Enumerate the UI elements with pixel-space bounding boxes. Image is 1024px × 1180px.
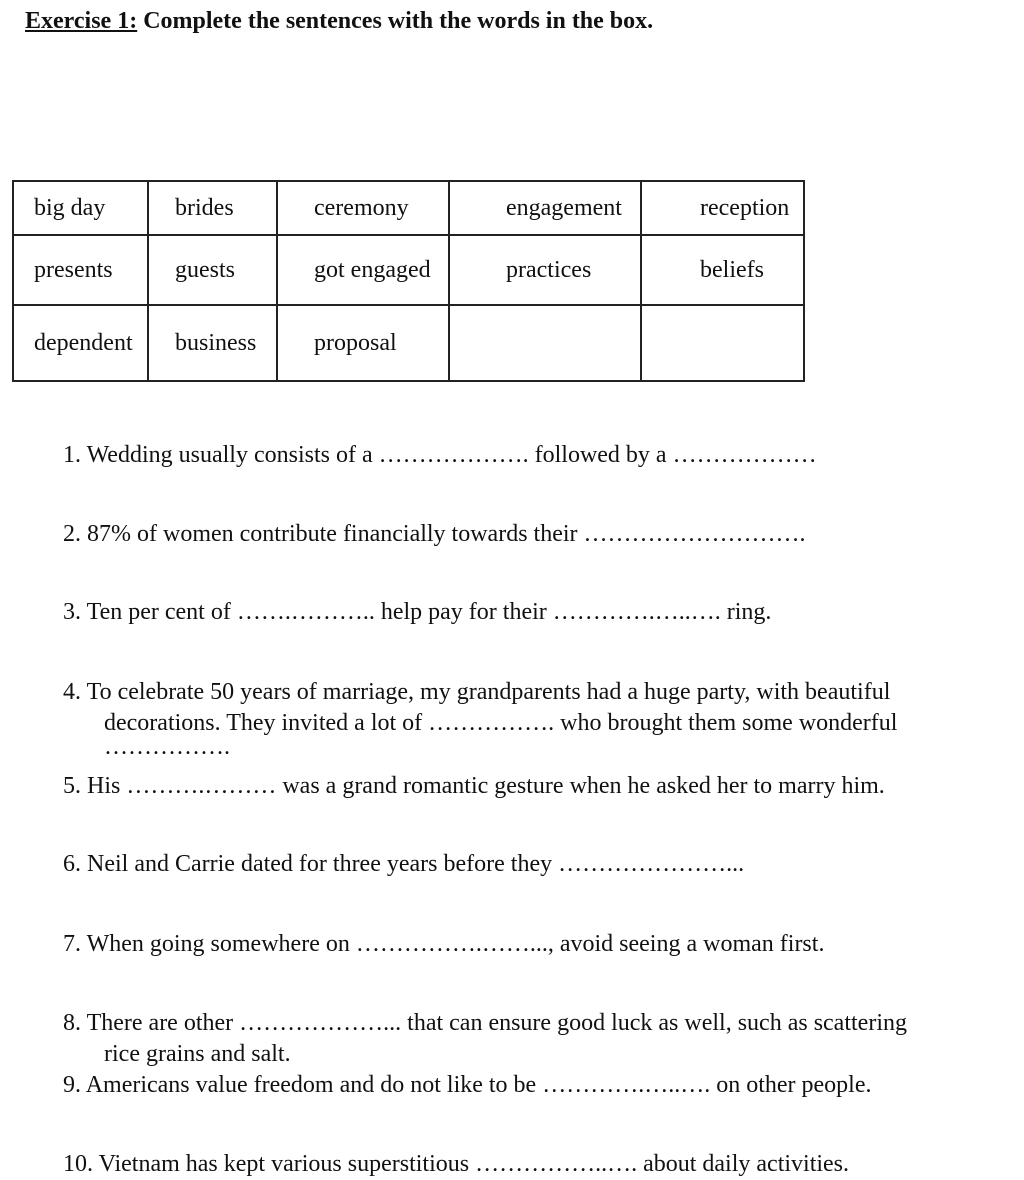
word-box-cell: practices [449, 235, 641, 305]
question-text: Wedding usually consists of a ………………. followed by a ……………… [86, 442, 817, 468]
word-box-cell: proposal [277, 305, 449, 381]
word-box-cell: ceremony [277, 181, 449, 235]
word-box-row [13, 235, 804, 305]
question-text: Neil and Carrie dated for three years before they …………………... [87, 851, 745, 877]
word-box-cell: beliefs [641, 235, 804, 305]
question-number: 8. [63, 1010, 81, 1036]
word-box-cell: brides [148, 181, 277, 235]
word-box-cell: guests [148, 235, 277, 305]
question-number: 9. [63, 1072, 81, 1098]
exercise-label: Exercise 1: [25, 8, 138, 34]
question-5 [63, 771, 885, 802]
word-box-row [13, 305, 804, 381]
question-text: When going somewhere on …………….……..., avoid seeing a woman first. [86, 931, 825, 957]
question-10 [63, 1149, 849, 1180]
question-3 [63, 597, 771, 628]
question-number: 4. [63, 679, 81, 705]
exercise-instruction: Complete the sentences with the words in the box. [137, 8, 654, 34]
question-number: 6. [63, 851, 81, 877]
exercise-title [25, 8, 653, 35]
question-number: 3. [63, 599, 81, 625]
word-box-row [13, 181, 804, 235]
question-number: 10. [63, 1151, 93, 1177]
question-number: 1. [63, 442, 81, 468]
question-8 [63, 1008, 907, 1070]
question-number: 2. [63, 521, 81, 547]
word-box-cell: presents [13, 235, 148, 305]
word-box-cell-empty [449, 305, 641, 381]
question-2 [63, 519, 806, 550]
question-text: 87% of women contribute financially towards their ………………………. [87, 521, 806, 547]
question-text-continued: rice grains and salt. [104, 1041, 291, 1067]
question-text-continued: decorations. They invited a lot of ……………. who brought them some wonderful [104, 710, 898, 736]
question-text: To celebrate 50 years of marriage, my grandparents had a huge party, with beautiful [86, 679, 891, 705]
question-text: Americans value freedom and do not like to be ………….…..…. on other people. [85, 1072, 872, 1098]
question-number: 5. [63, 773, 81, 799]
question-number: 7. [63, 931, 81, 957]
question-text-continued: ……………. [104, 734, 230, 760]
question-1 [63, 440, 817, 471]
word-box-cell: dependent [13, 305, 148, 381]
word-box-cell: got engaged [277, 235, 449, 305]
word-box-cell: business [148, 305, 277, 381]
word-box-table [12, 180, 805, 382]
question-7 [63, 929, 824, 960]
question-text: His ……….……… was a grand romantic gesture when he asked her to marry him. [87, 773, 885, 799]
word-box-cell-empty [641, 305, 804, 381]
word-box-cell: reception [641, 181, 804, 235]
question-9 [63, 1070, 872, 1101]
question-4 [63, 677, 898, 760]
question-text: There are other ………………... that can ensure good luck as well, such as scattering [86, 1010, 907, 1036]
word-box-cell: big day [13, 181, 148, 235]
word-box-cell: engagement [449, 181, 641, 235]
question-text: Ten per cent of …….……….. help pay for their ………….…..…. ring. [86, 599, 772, 625]
question-text: Vietnam has kept various superstitious ……………..…. about daily activities. [98, 1151, 850, 1177]
question-6 [63, 849, 744, 880]
